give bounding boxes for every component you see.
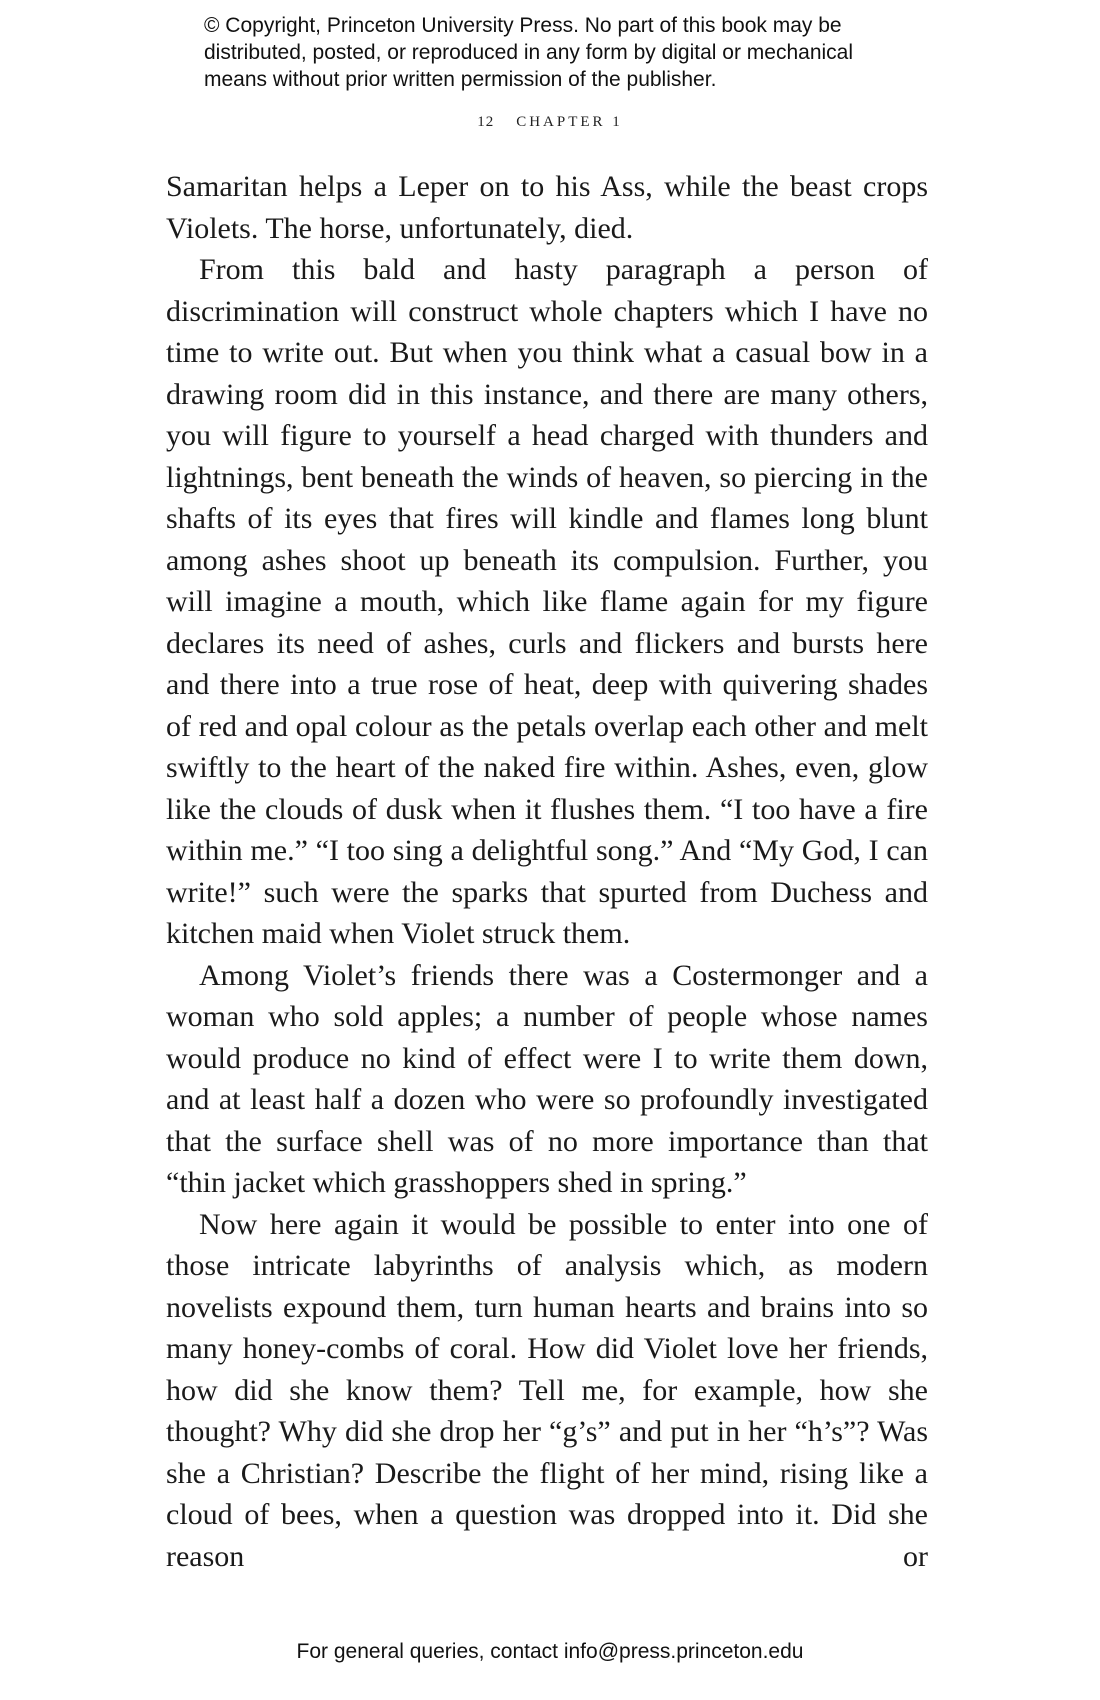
- paragraph: From this bald and hasty paragraph a person of discrimination will construct whole chapters which I have no time to write out. But when you think what a casual bow in a drawing room did in this instance, and there are many others, you will figure to yourself a head charged with thunders and lightnings, bent beneath the winds of heaven, so piercing in the shafts of its eyes that fires will kindle and flames long blunt among ashes shoot up beneath its compulsion. Further, you will imagine a mouth, which like flame again for my figure declares its need of ashes, curls and flickers and bursts here and there into a true rose of heat, deep with quivering shades of red and opal colour as the petals overlap each other and melt swiftly to the heart of the naked fire within. Ashes, even, glow like the clouds of dusk when it flushes them. “I too have a fire within me.” “I too sing a delightful song.” And “My God, I can write!” such were the sparks that spurted from Duchess and kitchen maid when Violet struck them.: [166, 253, 928, 950]
- paragraph: Now here again it would be possible to enter into one of those intricate labyrinths of analysis which, as modern novelists expound them, turn human hearts and brains into so many honey-combs of coral. How did Violet love her friends, how did she know them? Tell me, for example, how she thought? Why did she drop her “g’s” and put in her “h’s”? Was she a Christian? Describe the flight of her mind, rising like a cloud of bees, when a question was dropped into it. Did she reason or: [166, 1207, 928, 1573]
- chapter-label: CHAPTER 1: [516, 114, 623, 130]
- body-text: [166, 166, 928, 1577]
- footer-contact: For general queries, contact info@press.princeton.edu: [296, 1640, 804, 1663]
- copyright-notice: [204, 12, 964, 93]
- page-number: 12: [477, 114, 495, 130]
- copyright-line: © Copyright, Princeton University Press. No part of this book may be: [204, 14, 842, 37]
- copyright-line: distributed, posted, or reproduced in any form by digital or mechanical: [204, 41, 854, 64]
- running-head: [0, 114, 1100, 131]
- paragraph: Among Violet’s friends there was a Costermonger and a woman who sold apples; a number of people whose names would produce no kind of effect were I to write them down, and at least half a dozen who were so profoundly investigated that the surface shell was of no more importance than that “thin jacket which grasshoppers shed in spring.”: [166, 958, 928, 1199]
- copyright-line: means without prior written permission of the publisher.: [204, 68, 717, 91]
- paragraph: Samaritan helps a Leper on to his Ass, while the beast crops Violets. The horse, unfortunately, died.: [166, 170, 928, 245]
